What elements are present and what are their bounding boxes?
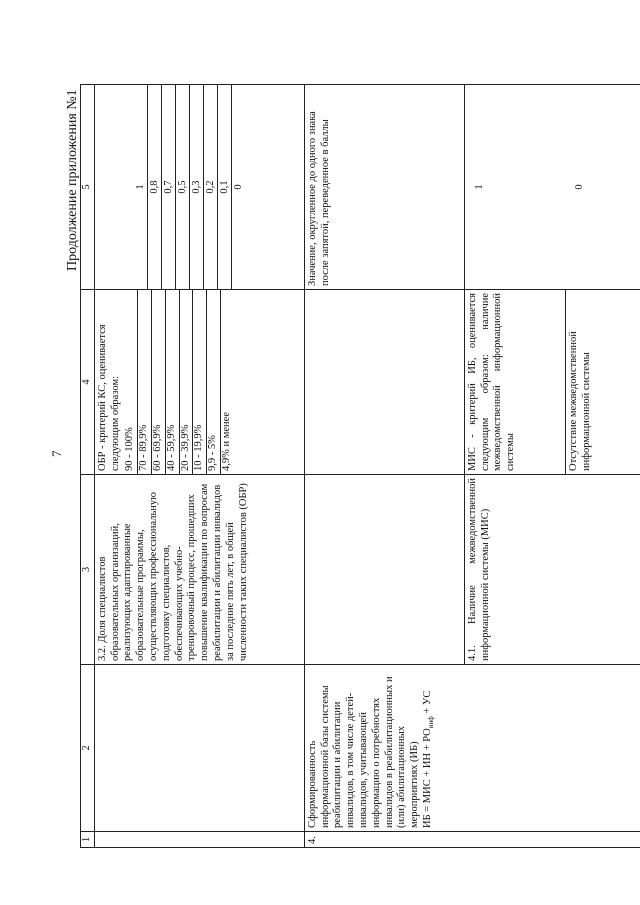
list-item: 20 - 39,9% xyxy=(179,290,193,474)
table-row xyxy=(304,85,464,848)
header-cell: 2 xyxy=(81,665,95,832)
list-item: 0,8 xyxy=(147,85,161,289)
scale-cell xyxy=(304,290,464,475)
row-number-cell: 4. xyxy=(304,832,640,848)
score-present: 1 xyxy=(473,184,485,190)
list-item: 0,3 xyxy=(189,85,203,289)
list-item: 0 xyxy=(231,85,245,289)
list-item: 90 - 100% xyxy=(124,427,136,471)
note-cell: Значение, округленное до одного знака после запятой, переведенное в баллы xyxy=(304,85,464,290)
list-item: 0,1 xyxy=(217,85,231,289)
scale-intro: ОБР - критерий КС, оценивается следующим образом: xyxy=(96,324,121,471)
list-item: 40 - 59,9% xyxy=(165,290,179,474)
header-cell: 4 xyxy=(81,290,95,475)
table-row xyxy=(94,85,304,848)
scale-cell xyxy=(94,290,304,475)
list-item: 1 xyxy=(134,184,146,190)
score-absent: 0 xyxy=(573,184,585,190)
range-list xyxy=(124,290,233,474)
scale-absent: Отсутствие межведомственной информационной системы xyxy=(565,290,596,474)
header-cell: 3 xyxy=(81,475,95,665)
list-item: 0,5 xyxy=(175,85,189,289)
score-cell xyxy=(94,85,304,290)
criteria-table xyxy=(80,84,640,848)
criterion-cell xyxy=(304,475,464,665)
list-item: 10 - 19,9% xyxy=(192,290,206,474)
list-item: 9,9 - 5% xyxy=(206,290,220,474)
table-header-row xyxy=(81,85,95,848)
scale-cell xyxy=(464,290,640,475)
row-number-cell xyxy=(94,832,304,848)
score-list xyxy=(134,85,245,289)
score-cell xyxy=(464,85,640,290)
page-number: 7 xyxy=(49,450,64,457)
header-cell: 5 xyxy=(81,85,95,290)
list-item: 0,7 xyxy=(161,85,175,289)
indicator-cell xyxy=(94,665,304,832)
list-item: 0,2 xyxy=(203,85,217,289)
indicator-text: Сформированность информационной базы системы реабилитации и абилитации инвалидов, в том числе детей-инвалидов, учитывающей информацию о потребностях инвалидов в реабилитационных и (или) абилитационных мероприятиях (ИБ) xyxy=(306,676,421,828)
appendix-label: Продолжение приложения №1 xyxy=(65,89,80,271)
indicator-cell xyxy=(304,665,640,832)
header-cell: 1 xyxy=(81,832,95,848)
list-item: 4,9% и менее xyxy=(220,290,234,474)
criterion-cell: 4.1. Наличие межведомственной информационной системы (МИС) xyxy=(464,475,640,665)
criterion-cell: 3.2. Доля специалистов образовательных организаций, реализующих адаптированные образовательные программы, осуществляющих профессиональную подготовку специалистов, обеспечивающих учебно-тренировочный процесс, прошедших повышение квалификации по вопросам реабилитации и абилитации инвалидов за последние пять лет, в общей численности таких специалистов (ОБР) xyxy=(94,475,304,665)
list-item: 60 - 69,9% xyxy=(151,290,165,474)
list-item: 70 - 89,9% xyxy=(137,290,151,474)
indicator-formula: ИБ = МИС + ИН + $РО_{инф}$ + УС xyxy=(421,690,436,828)
scale-present: МИС - критерий ИБ, оценивается следующим образом: наличие межведомственной информационной системы xyxy=(466,293,517,471)
